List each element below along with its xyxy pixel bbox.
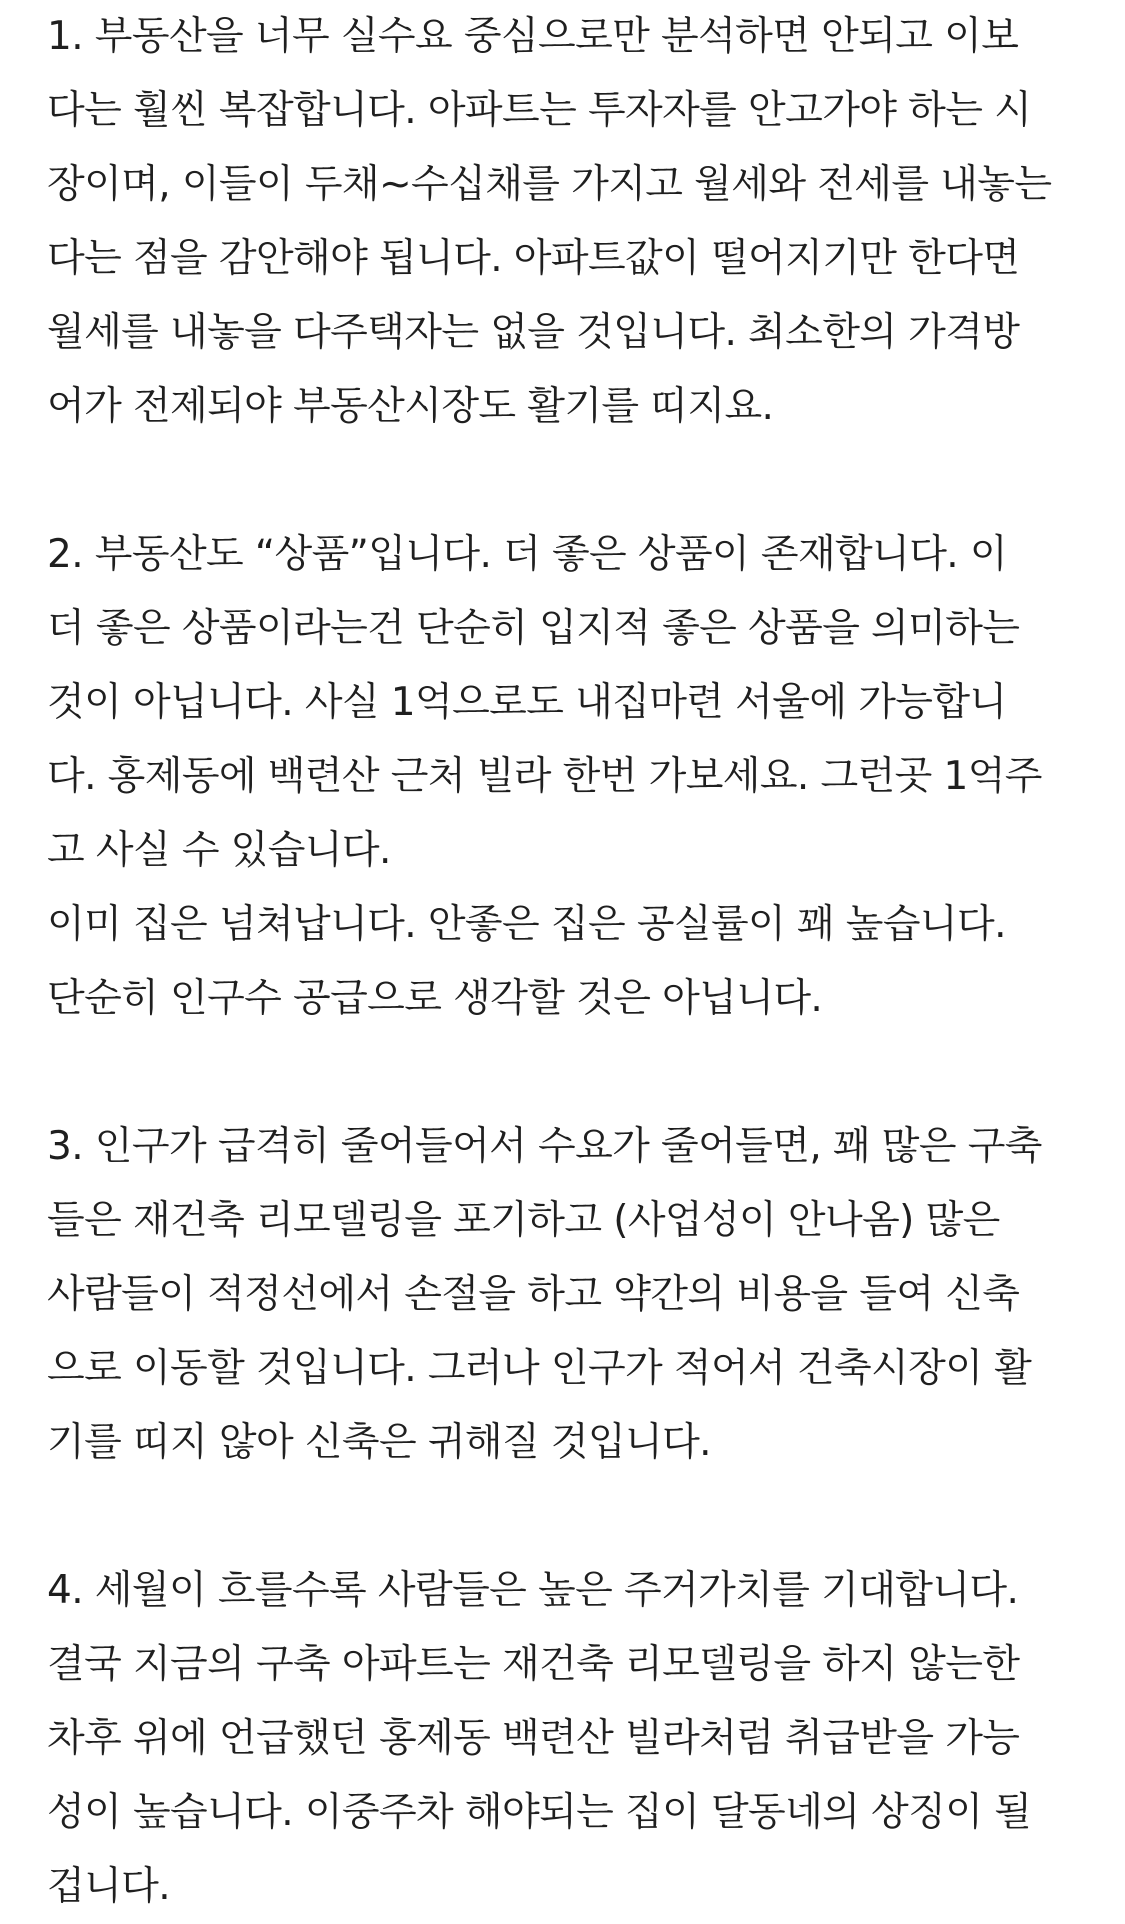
text-line: 3. 인구가 급격히 줄어들어서 수요가 줄어들면, 꽤 많은 구축	[47, 1124, 1042, 1169]
text-line: 차후 위에 언급했던 홍제동 백련산 빌라처럼 취급받을 가능	[47, 1716, 1020, 1761]
text-line: 어가 전제되야 부동산시장도 활기를 띠지요.	[47, 384, 774, 429]
paragraph-2	[47, 518, 1092, 1036]
text-line: 기를 띠지 않아 신축은 귀해질 것입니다.	[47, 1420, 711, 1465]
text-line: 결국 지금의 구축 아파트는 재건축 리모델링을 하지 않는한	[47, 1642, 1020, 1687]
text-line: 월세를 내놓을 다주택자는 없을 것입니다. 최소한의 가격방	[47, 310, 1020, 355]
text-line: 장이며, 이들이 두채~수십채를 가지고 월세와 전세를 내놓는	[47, 162, 1052, 207]
text-line: 으로 이동할 것입니다. 그러나 인구가 적어서 건축시장이 활	[47, 1346, 1032, 1391]
text-line: 1. 부동산을 너무 실수요 중심으로만 분석하면 안되고 이보	[47, 14, 1019, 59]
text-line: 성이 높습니다. 이중주차 해야되는 집이 달동네의 상징이 될	[47, 1790, 1032, 1835]
paragraph-spacer	[47, 444, 1092, 518]
paragraph-1	[47, 0, 1092, 444]
text-line: 다. 홍제동에 백련산 근처 빌라 한번 가보세요. 그런곳 1억주	[47, 754, 1042, 799]
paragraph-spacer	[47, 1480, 1092, 1554]
text-line: 2. 부동산도 “상품”입니다. 더 좋은 상품이 존재합니다. 이	[47, 532, 1007, 577]
article-body	[47, 0, 1092, 1924]
paragraph-spacer	[47, 1036, 1092, 1110]
paragraph-3	[47, 1110, 1092, 1480]
paragraph-4	[47, 1554, 1092, 1924]
text-line: 들은 재건축 리모델링을 포기하고 (사업성이 안나옴) 많은	[47, 1198, 1000, 1243]
text-line: 다는 점을 감안해야 됩니다. 아파트값이 떨어지기만 한다면	[47, 236, 1020, 281]
text-line: 겁니다.	[47, 1864, 171, 1909]
text-line: 다는 훨씬 복잡합니다. 아파트는 투자자를 안고가야 하는 시	[47, 88, 1032, 133]
text-line: 단순히 인구수 공급으로 생각할 것은 아닙니다.	[47, 976, 823, 1021]
text-line: 4. 세월이 흐를수록 사람들은 높은 주거가치를 기대합니다.	[47, 1568, 1019, 1613]
text-line: 이미 집은 넘쳐납니다. 안좋은 집은 공실률이 꽤 높습니다.	[47, 902, 1006, 947]
text-line: 사람들이 적정선에서 손절을 하고 약간의 비용을 들여 신축	[47, 1272, 1020, 1317]
text-line: 것이 아닙니다. 사실 1억으로도 내집마련 서울에 가능합니	[47, 680, 1007, 725]
text-line: 고 사실 수 있습니다.	[47, 828, 391, 873]
text-line: 더 좋은 상품이라는건 단순히 입지적 좋은 상품을 의미하는	[47, 606, 1020, 651]
